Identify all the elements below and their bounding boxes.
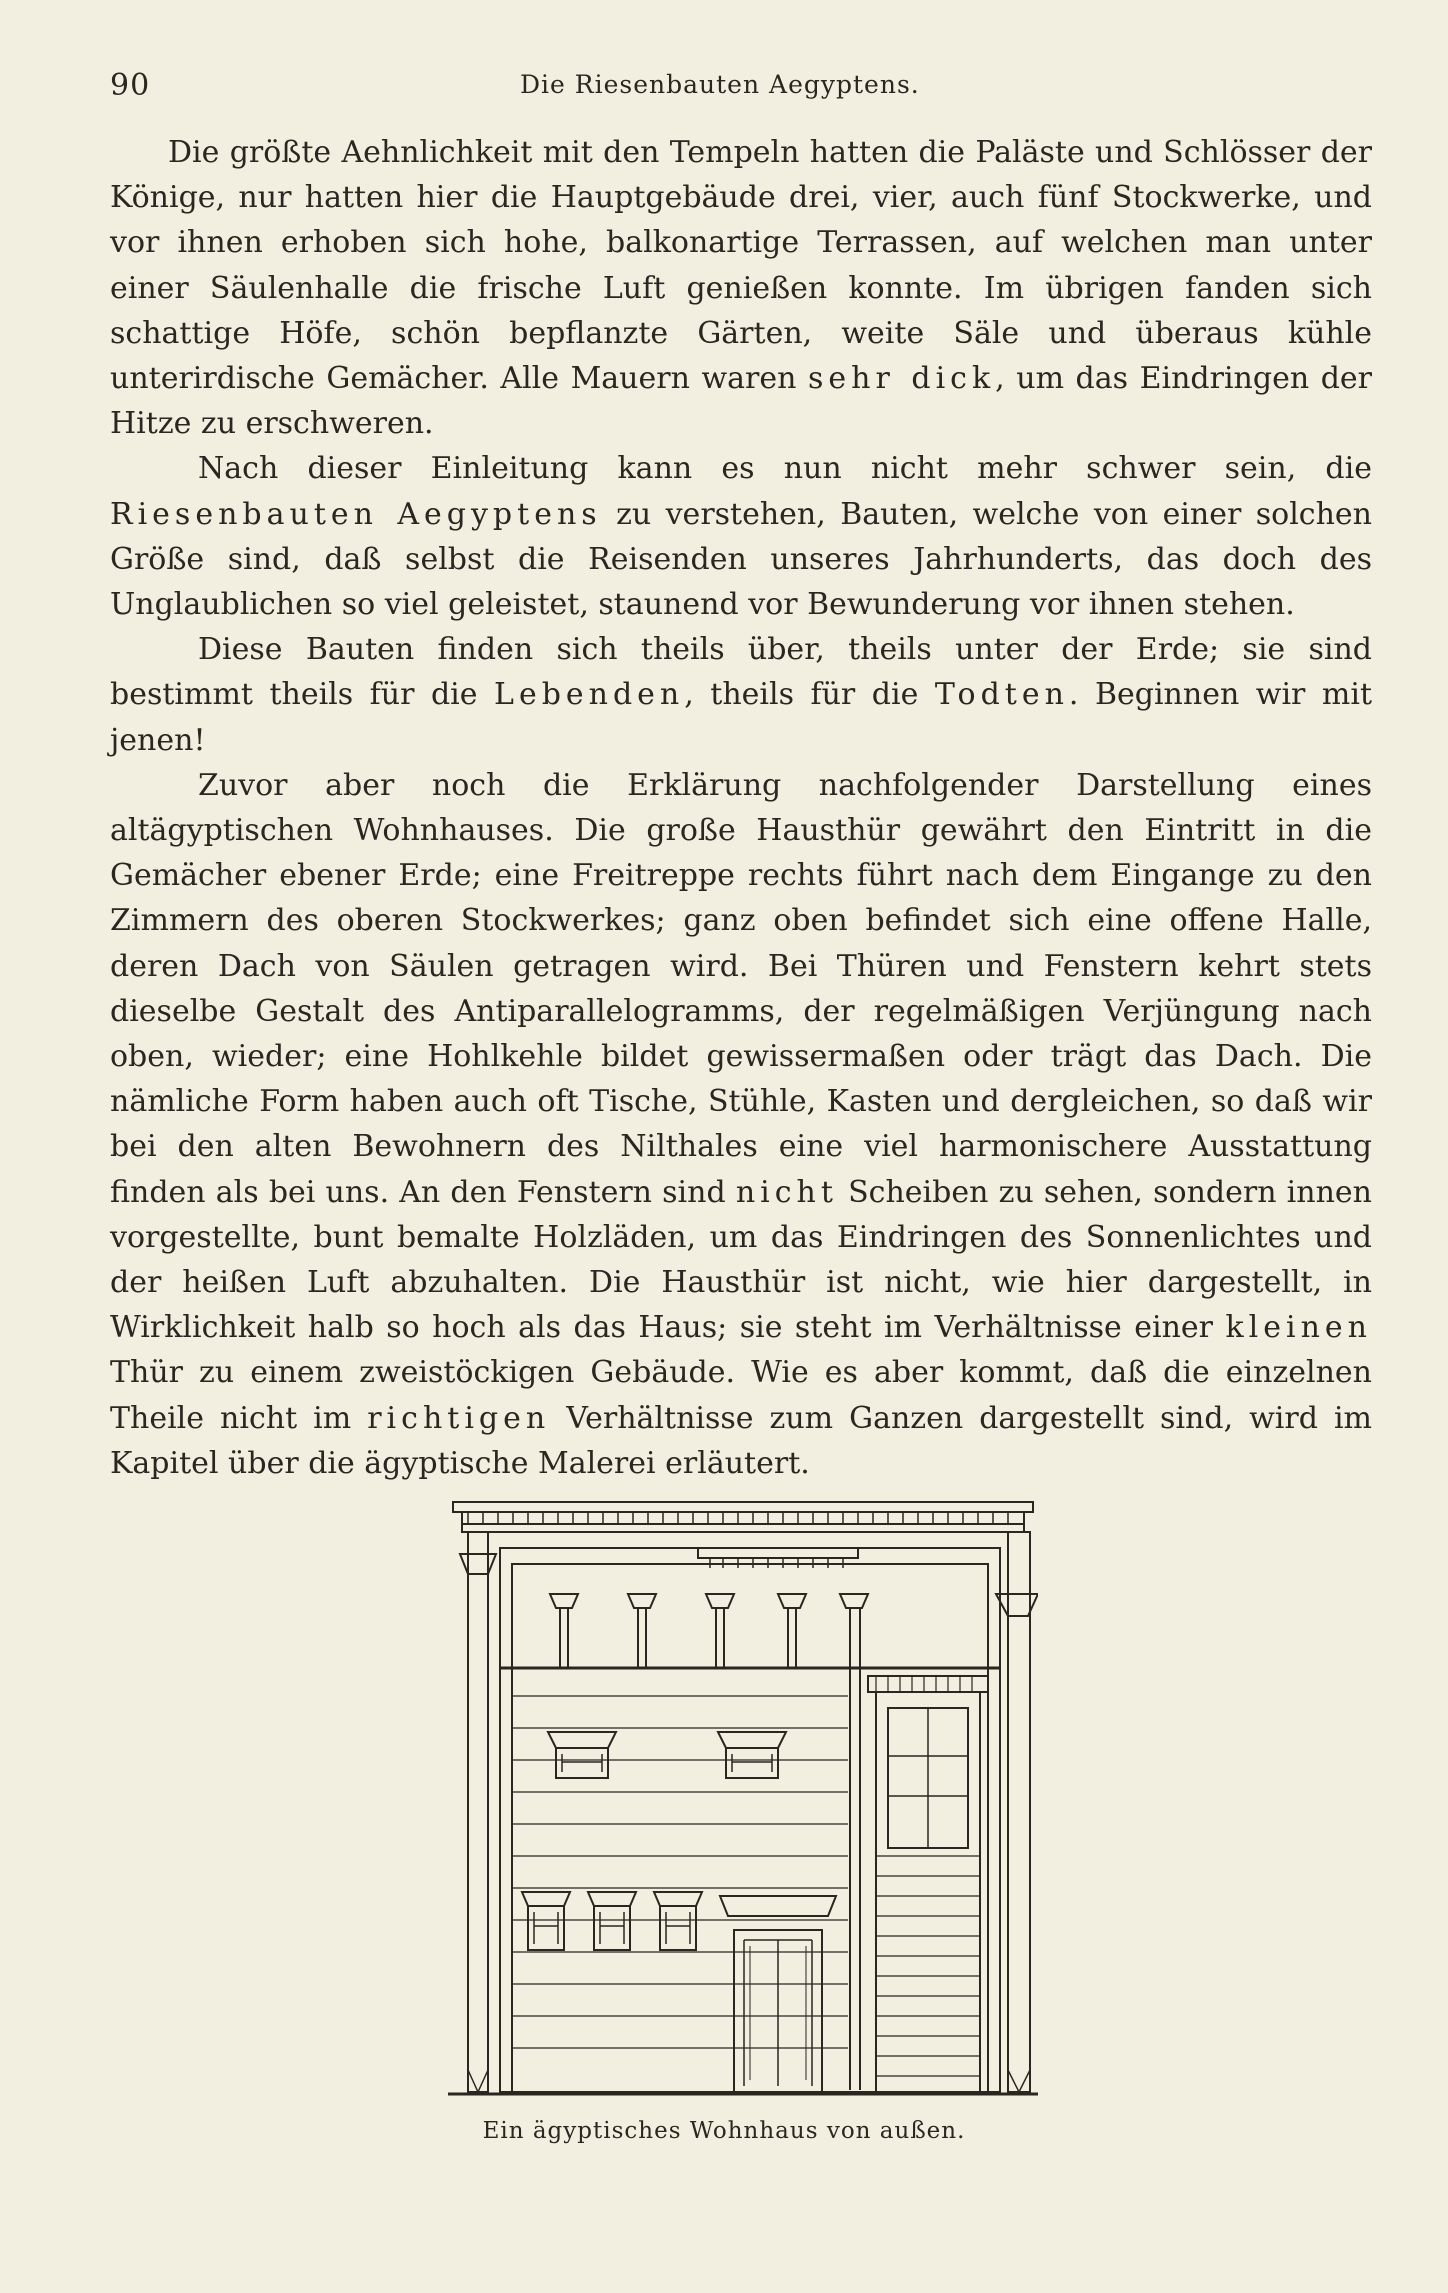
running-head: Die Riesenbauten Aegyptens. xyxy=(520,70,920,99)
emphasis: Riesenbauten Aegyptens xyxy=(110,496,602,532)
emphasis: sehr dick xyxy=(808,361,996,397)
house-illustration xyxy=(448,1496,1038,2136)
emphasis: kleinen xyxy=(1225,1310,1372,1346)
page-header xyxy=(110,68,1350,108)
page-number: 90 xyxy=(110,68,151,103)
paragraph: Nach dieser Einleitung kann es nun nicht mehr schwer sein, die Riesenbauten Aegyptens zu verstehen, Bauten, welche von einer solchen Größe sind, daß selbst die Reisenden unseres Jahrhunderts, das doch des Unglaublichen so viel geleistet, staunend vor Bewunderung vor ihnen stehen. xyxy=(110,451,1372,623)
figure-caption: Ein ägyptisches Wohnhaus von außen. xyxy=(482,2118,966,2144)
emphasis: Lebenden xyxy=(494,677,685,713)
paragraph: Diese Bauten finden sich theils über, theils unter der Erde; sie sind bestimmt theils für die Lebenden, theils für die Todten. Beginnen wir mit jenen! xyxy=(110,632,1372,758)
paragraph: Die größte Aehnlichkeit mit den Tempeln hatten die Paläste und Schlösser der Könige, nur hatten hier die Hauptgebäude drei, vier, auch fünf Stockwerke, und vor ihnen erhoben sich hohe, balkonartige Terrassen, auf welchen man unter einer Säulenhalle die frische Luft genießen konnte. Im übrigen fanden sich schattige Höfe, schön bepflanzte Gärten, weite Säle und überaus kühle unterirdische Gemächer. Alle Mauern waren sehr dick, um das Eindringen der Hitze zu erschweren. xyxy=(110,135,1373,442)
emphasis: richtigen xyxy=(367,1400,551,1436)
emphasis: Todten xyxy=(934,677,1069,713)
paragraph: Zuvor aber noch die Erklärung nachfolgender Darstellung eines altägyptischen Wohnhauses. Die große Hausthür gewährt den Eintritt in die Gemächer ebener Erde; eine Freitreppe rechts führt nach dem Eingange zu den Zimmern des oberen Stockwerkes; ganz oben befindet sich eine offene Halle, deren Dach von Säulen getragen wird. Bei Thüren und Fenstern kehrt stets dieselbe Gestalt des Antiparallelogramms, der regelmäßigen Verjüngung nach oben, wieder; eine Hohlkehle bildet gewissermaßen oder trägt das Dach. Die nämliche Form haben auch oft Tische, Stühle, Kasten und dergleichen, so daß wir bei den alten Bewohnern des Nilthales eine viel harmonischere Ausstattung finden als bei uns. An den Fenstern sind nicht Scheiben zu sehen, sondern innen vorgestellte, bunt bemalte Holzläden, um das Eindringen des Sonnenlichtes und der heißen Luft abzuhalten. Die Hausthür ist nicht, wie hier dargestellt, in Wirklichkeit halb so hoch als das Haus; sie steht im Verhältnisse einer kleinen Thür zu einem zweistöckigen Gebäude. Wie es aber kommt, daß die einzelnen Theile nicht im richtigen Verhältnisse zum Ganzen dargestellt sind, wird im Kapitel über die ägyptische Malerei erläutert. xyxy=(110,767,1372,1481)
emphasis: nicht xyxy=(735,1174,838,1210)
body-text xyxy=(110,130,1372,1486)
